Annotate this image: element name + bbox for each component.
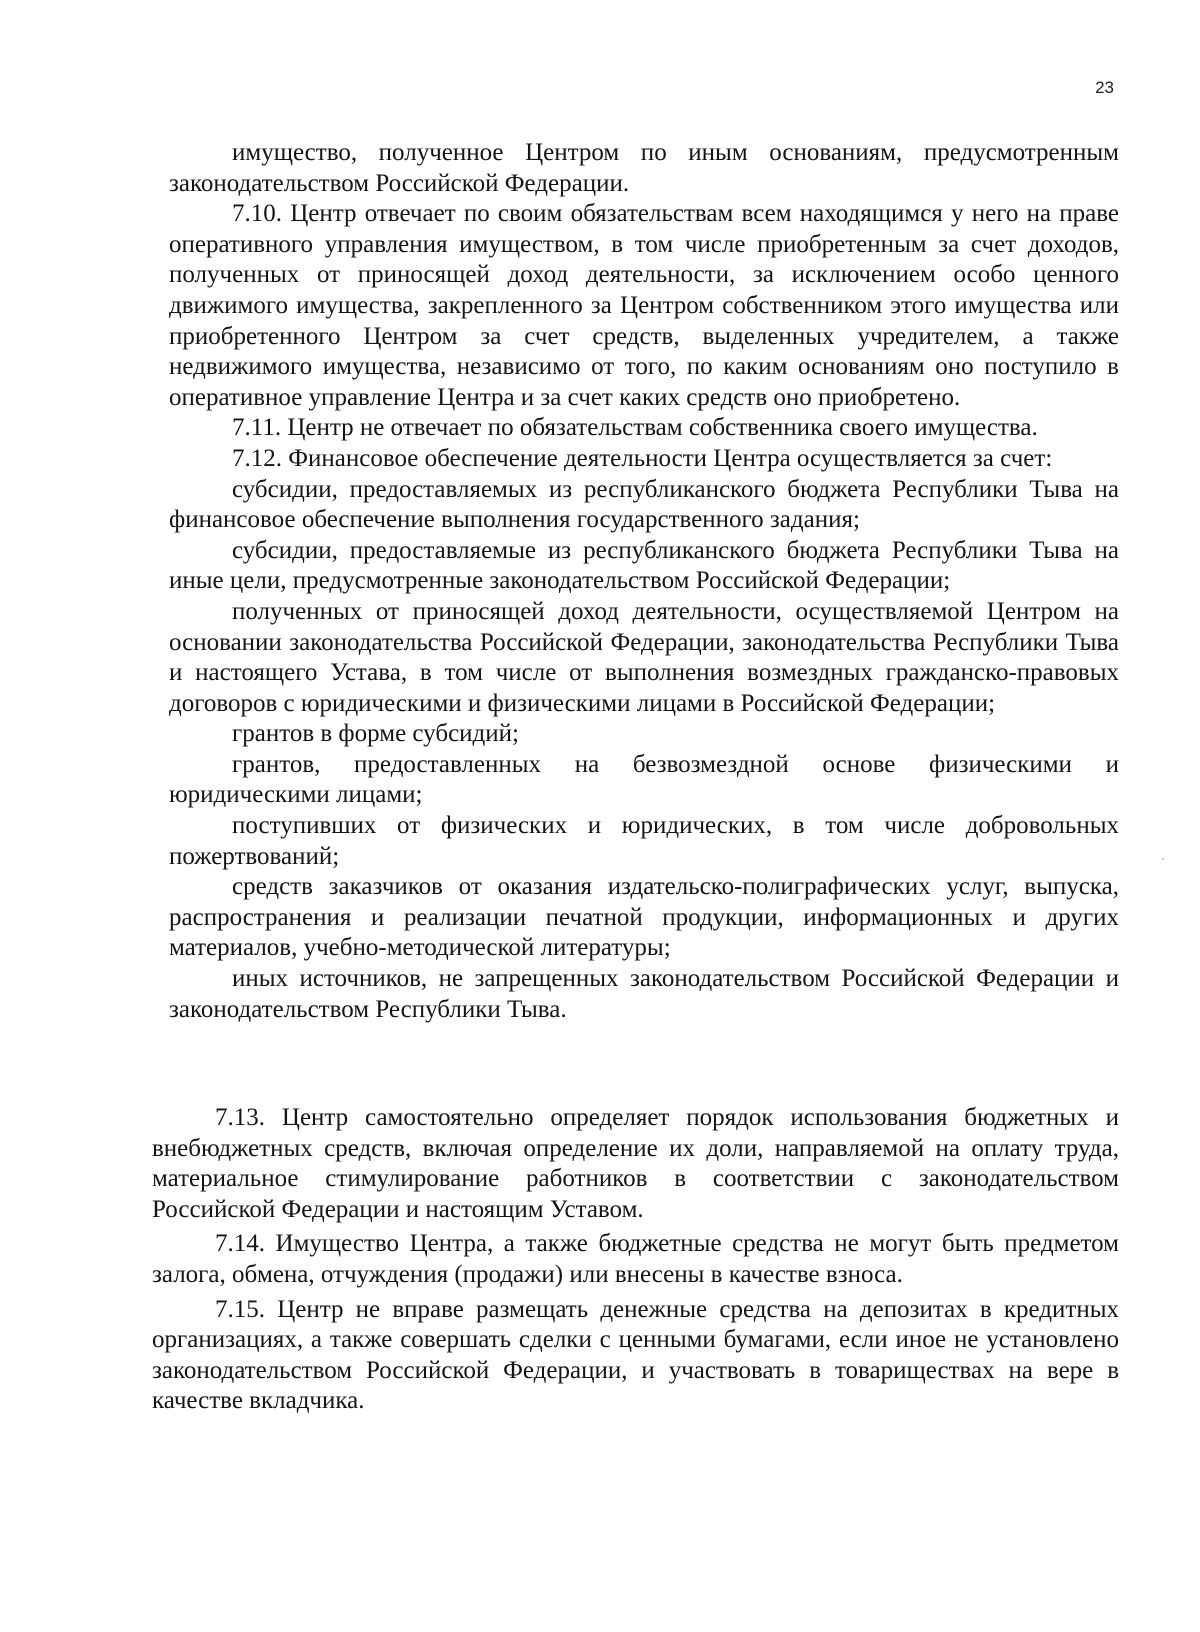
document-body-lower bbox=[152, 1103, 1119, 1417]
list-item-grants-free: грантов, предоставленных на безвозмездной основе физическими и юридическими лицами; bbox=[169, 750, 1119, 809]
page-number: 23 bbox=[1095, 78, 1114, 97]
list-item-income-activity: полученных от приносящей доход деятельности, осуществляемой Центром на основании законодательства Российской Федерации, законодательства Республики Тыва и настоящего Устава, в том числе от выполнения возмездных гражданско-правовых договоров с юридическими и физическими лицами в Российской Федерации; bbox=[169, 597, 1119, 717]
list-item-subsidies-state-task: субсидии, предоставляемых из республиканского бюджета Республики Тыва на финансовое обеспечение выполнения государственного задания; bbox=[169, 475, 1119, 534]
list-item-other-sources: иных источников, не запрещенных законодательством Российской Федерации и законодательством Республики Тыва. bbox=[169, 965, 1119, 1023]
paragraph-7-13: 7.13. Центр самостоятельно определяет порядок использования бюджетных и внебюджетных средств, включая определение их доли, направляемой на оплату труда, материальное стимулирование работников в соответствии с законодательством Российской Федерации и настоящим Уставом. bbox=[152, 1104, 1119, 1223]
paragraph-property-continuation: имущество, полученное Центром по иным основаниям, предусмотренным законодательством Российской Федерации. bbox=[169, 139, 1119, 197]
paragraph-7-12: 7.12. Финансовое обеспечение деятельности Центра осуществляется за счет: bbox=[232, 444, 1053, 472]
list-item-grants-subsidies: грантов в форме субсидий; bbox=[232, 720, 519, 748]
paragraph-7-14: 7.14. Имущество Центра, а также бюджетные средства не могут быть предметом залога, обмена, отчуждения (продажи) или внесены в качестве взноса. bbox=[152, 1230, 1119, 1288]
paragraph-7-11: 7.11. Центр не отвечает по обязательствам собственника своего имущества. bbox=[232, 414, 1038, 442]
document-body-upper bbox=[169, 138, 1119, 1025]
paragraph-7-15: 7.15. Центр не вправе размещать денежные средства на депозитах в кредитных организациях, а также совершать сделки с ценными бумагами, если иное не установлено законодательством Российской Федерации, и участвовать в товариществах на вере в качестве вкладчика. bbox=[152, 1295, 1119, 1415]
list-item-subsidies-other: субсидии, предоставляемые из республиканского бюджета Республики Тыва на иные цели, предусмотренные законодательством Российской Федерации; bbox=[169, 536, 1119, 595]
scan-speck bbox=[1162, 858, 1164, 860]
list-item-customer-funds: средств заказчиков от оказания издательско-полиграфических услуг, выпуска, распространения и реализации печатной продукции, информационных и других материалов, учебно-методической литературы; bbox=[169, 873, 1119, 962]
paragraph-7-10: 7.10. Центр отвечает по своим обязательствам всем находящимся у него на праве оперативного управления имуществом, в том числе приобретенным за счет доходов, полученных от приносящей доход деятельности, за исключением особо ценного движимого имущества, закрепленного за Центром собственником этого имущества или приобретенного Центром за счет средств, выделенных учредителем, а также недвижимого имущества, независимо от того, по каким основаниям оно поступило в оперативное управление Центра и за счет каких средств оно приобретено. bbox=[169, 200, 1119, 411]
list-item-donations: поступивших от физических и юридических, в том числе добровольных пожертвований; bbox=[169, 812, 1119, 870]
